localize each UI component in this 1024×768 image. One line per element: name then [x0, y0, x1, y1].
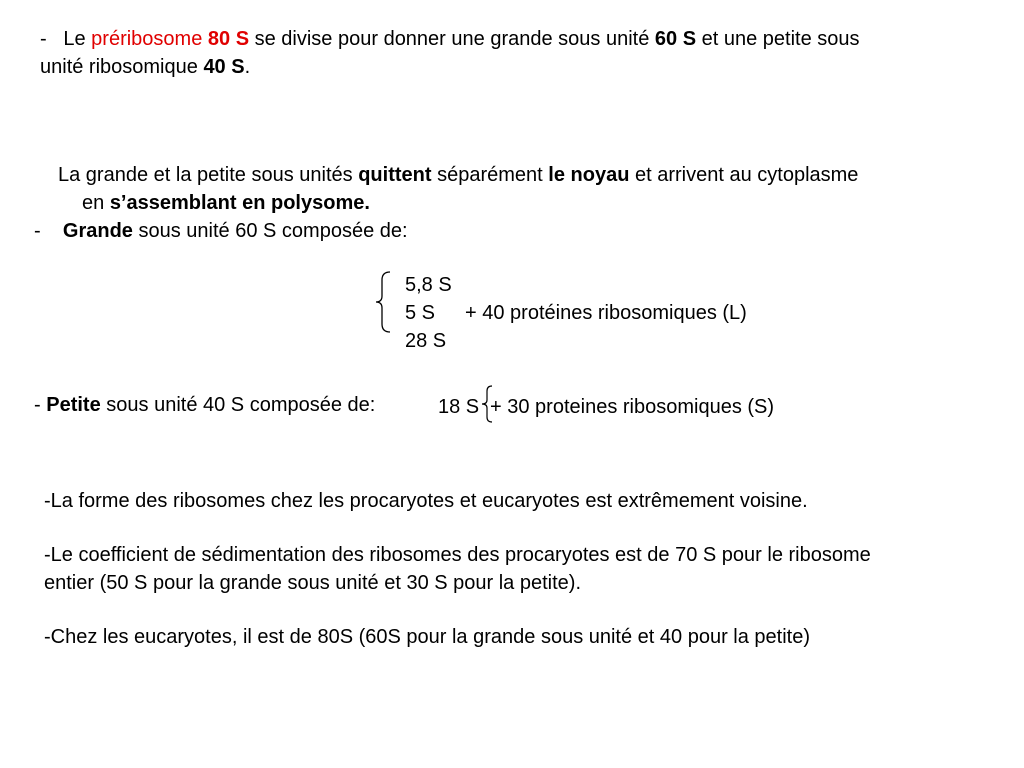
grande-label: Grande: [62, 220, 133, 242]
note-sedimentation-1: -Le coefficient de sédimentation des ribosomes des procaryotes est de 70 S pour le ribosome: [44, 544, 871, 566]
petite-label: Petite: [46, 394, 101, 416]
exit-p1: La grande et la petite sous unités: [58, 164, 353, 186]
note-sedimentation-2: entier (50 S pour la grande sous unité et 30 S pour la petite).: [44, 572, 582, 594]
grande-proteins: + 40 protéines ribosomiques (L): [465, 302, 747, 324]
petite-item: 18 S: [438, 396, 480, 418]
intro-tail: et une petite sous: [701, 28, 860, 50]
note-eucaryotes: -Chez les eucaryotes, il est de 80S (60S pour la grande sous unité et 40 pour la petite): [44, 626, 811, 648]
grande-brace-icon: [372, 270, 394, 334]
exit-quittent: quittent: [358, 164, 432, 186]
exit-line-2: [82, 190, 370, 216]
intro-line-2: [40, 54, 250, 80]
intro-line2-text: unité ribosomique: [40, 56, 198, 78]
intro-le: Le: [63, 28, 86, 50]
grande-item-2: 5 S: [405, 302, 436, 324]
exit-polysome: s’assemblant en polysome.: [109, 192, 370, 214]
grande-rest: sous unité 60 S composée de:: [138, 220, 408, 242]
intro-mid: se divise pour donner une grande sous unité: [254, 28, 650, 50]
intro-dash: -: [40, 28, 47, 50]
intro-dot: .: [244, 56, 251, 78]
grande-line: [34, 218, 408, 244]
subunit-40s: 40 S: [203, 56, 245, 78]
exit-line-1: [58, 162, 858, 188]
grande-item-3: 28 S: [405, 330, 447, 352]
exit-p2: séparément: [437, 164, 543, 186]
petite-line: [34, 392, 375, 418]
preribosome-term: préribosome: [91, 28, 203, 50]
subunit-60s: 60 S: [654, 28, 697, 50]
petite-dash: -: [34, 394, 41, 416]
intro-line-1: [40, 26, 860, 52]
exit-en: en: [82, 192, 105, 214]
exit-noyau: le noyau: [548, 164, 630, 186]
note-shape: -La forme des ribosomes chez les procaryotes et eucaryotes est extrêmement voisine.: [44, 490, 808, 512]
petite-rest: sous unité 40 S composée de:: [106, 394, 376, 416]
exit-p3: et arrivent au cytoplasme: [634, 164, 859, 186]
petite-proteins: + 30 proteines ribosomiques (S): [490, 396, 775, 418]
grande-dash: -: [34, 220, 41, 242]
preribosome-80s: 80 S: [207, 28, 250, 50]
grande-item-1: 5,8 S: [405, 274, 452, 296]
